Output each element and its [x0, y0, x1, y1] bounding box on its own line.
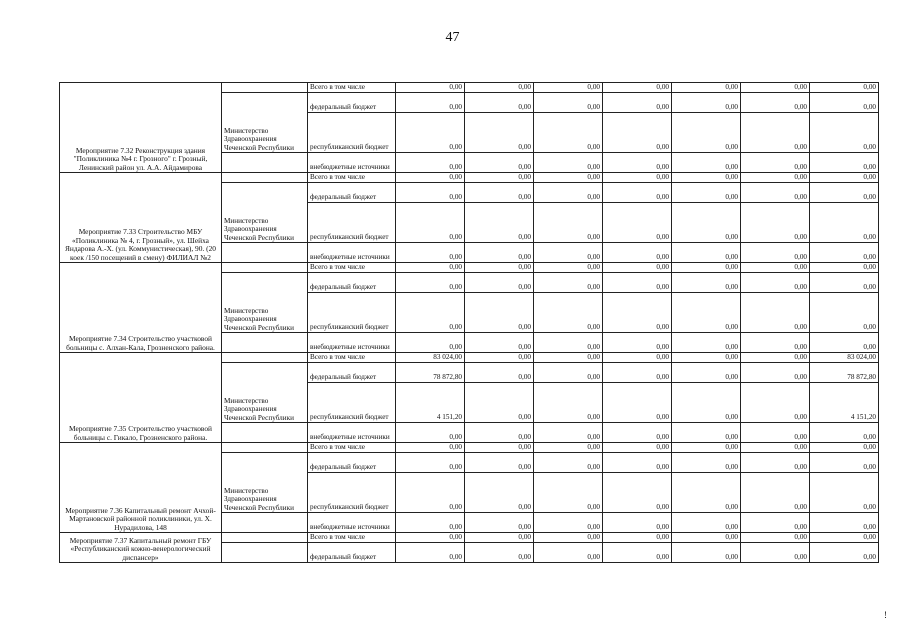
funding-source: федеральный бюджет	[308, 273, 396, 293]
amount-cell: 0,00	[603, 473, 672, 513]
amount-cell: 0,00	[534, 153, 603, 173]
amount-cell: 0,00	[534, 533, 603, 543]
amount-cell: 0,00	[741, 173, 810, 183]
amount-cell: 0,00	[534, 173, 603, 183]
amount-cell: 0,00	[465, 473, 534, 513]
amount-cell: 0,00	[741, 203, 810, 243]
amount-cell: 0,00	[534, 263, 603, 273]
amount-cell: 0,00	[534, 203, 603, 243]
amount-cell: 0,00	[396, 473, 465, 513]
amount-cell: 0,00	[672, 273, 741, 293]
amount-cell: 0,00	[810, 243, 879, 263]
amount-cell: 0,00	[810, 113, 879, 153]
amount-cell: 0,00	[603, 453, 672, 473]
amount-cell: 83 024,00	[810, 353, 879, 363]
amount-cell: 0,00	[810, 293, 879, 333]
amount-cell: 0,00	[534, 293, 603, 333]
funding-source: республиканский бюджет	[308, 203, 396, 243]
amount-cell: 0,00	[603, 173, 672, 183]
amount-cell: 0,00	[672, 183, 741, 203]
amount-cell: 0,00	[534, 273, 603, 293]
amount-cell: 0,00	[465, 243, 534, 263]
amount-cell: 0,00	[534, 363, 603, 383]
amount-cell: 0,00	[396, 173, 465, 183]
amount-cell: 0,00	[741, 93, 810, 113]
amount-cell: 0,00	[672, 83, 741, 93]
funding-source: республиканский бюджет	[308, 113, 396, 153]
amount-cell: 0,00	[603, 443, 672, 453]
amount-cell: 0,00	[465, 83, 534, 93]
margin-mark: !	[884, 610, 887, 620]
amount-cell: 0,00	[603, 263, 672, 273]
amount-cell: 0,00	[465, 273, 534, 293]
measure-name: Мероприятие 7.37 Капитальный ремонт ГБУ «Республиканский кожно-венерологический диспансер»	[60, 533, 222, 563]
amount-cell: 0,00	[603, 93, 672, 113]
amount-cell: 0,00	[396, 203, 465, 243]
amount-cell: 0,00	[741, 183, 810, 203]
amount-cell: 0,00	[534, 113, 603, 153]
amount-cell: 0,00	[810, 423, 879, 443]
amount-cell: 0,00	[741, 423, 810, 443]
amount-cell: 78 872,80	[396, 363, 465, 383]
amount-cell: 0,00	[672, 293, 741, 333]
amount-cell: 0,00	[741, 263, 810, 273]
amount-cell: 0,00	[741, 333, 810, 353]
amount-cell: 0,00	[603, 83, 672, 93]
executor-name: Министерство Здравоохранения Чеченской Республики	[222, 93, 308, 153]
amount-cell: 0,00	[603, 333, 672, 353]
amount-cell: 0,00	[810, 153, 879, 173]
amount-cell: 0,00	[741, 443, 810, 453]
amount-cell: 0,00	[396, 293, 465, 333]
amount-cell: 0,00	[534, 383, 603, 423]
executor-empty-cell	[222, 333, 308, 353]
amount-cell: 0,00	[396, 113, 465, 153]
executor-empty-cell	[222, 543, 308, 563]
executor-empty-cell	[222, 173, 308, 183]
amount-cell: 0,00	[603, 423, 672, 443]
executor-empty-cell	[222, 533, 308, 543]
amount-cell: 0,00	[810, 443, 879, 453]
amount-cell: 0,00	[672, 333, 741, 353]
funding-source: внебюджетные источники	[308, 243, 396, 263]
funding-source: внебюджетные источники	[308, 423, 396, 443]
measure-name: Мероприятие 7.33 Строительство МБУ «Поликлиника № 4, г. Грозный», ул. Шейха Яндарова А.-Х. (ул. Коммунистическая), 90. (20 коек /150 посещений в смену) ФИЛИАЛ №2	[60, 173, 222, 263]
amount-cell: 0,00	[810, 173, 879, 183]
amount-cell: 0,00	[603, 243, 672, 263]
amount-cell: 0,00	[672, 383, 741, 423]
amount-cell: 0,00	[534, 453, 603, 473]
amount-cell: 0,00	[534, 443, 603, 453]
amount-cell: 0,00	[672, 533, 741, 543]
amount-cell: 0,00	[465, 173, 534, 183]
funding-source: федеральный бюджет	[308, 543, 396, 563]
amount-cell: 0,00	[396, 183, 465, 203]
amount-cell: 0,00	[534, 93, 603, 113]
table-row	[60, 263, 879, 273]
amount-cell: 78 872,80	[810, 363, 879, 383]
amount-cell: 0,00	[672, 353, 741, 363]
amount-cell: 0,00	[465, 383, 534, 423]
funding-source: федеральный бюджет	[308, 183, 396, 203]
executor-empty-cell	[222, 353, 308, 363]
amount-cell: 0,00	[465, 113, 534, 153]
funding-source: Всего в том числе	[308, 173, 396, 183]
amount-cell: 0,00	[810, 513, 879, 533]
funding-source: Всего в том числе	[308, 83, 396, 93]
amount-cell: 0,00	[603, 273, 672, 293]
measure-name: Мероприятие 7.35 Строительство участковой больницы с. Гикало, Грозненского района.	[60, 353, 222, 443]
amount-cell: 0,00	[465, 293, 534, 333]
funding-source: федеральный бюджет	[308, 363, 396, 383]
amount-cell: 0,00	[396, 333, 465, 353]
executor-empty-cell	[222, 513, 308, 533]
amount-cell: 0,00	[672, 363, 741, 383]
amount-cell: 0,00	[672, 423, 741, 443]
amount-cell: 0,00	[465, 363, 534, 383]
funding-source: федеральный бюджет	[308, 453, 396, 473]
amount-cell: 0,00	[672, 543, 741, 563]
funding-source: федеральный бюджет	[308, 93, 396, 113]
amount-cell: 0,00	[810, 473, 879, 513]
amount-cell: 0,00	[396, 423, 465, 443]
funding-source: внебюджетные источники	[308, 153, 396, 173]
amount-cell: 0,00	[741, 363, 810, 383]
amount-cell: 0,00	[396, 93, 465, 113]
funding-source: Всего в том числе	[308, 533, 396, 543]
amount-cell: 0,00	[396, 243, 465, 263]
amount-cell: 0,00	[672, 113, 741, 153]
amount-cell: 0,00	[534, 353, 603, 363]
amount-cell: 0,00	[396, 453, 465, 473]
amount-cell: 0,00	[396, 153, 465, 173]
amount-cell: 0,00	[534, 333, 603, 353]
amount-cell: 0,00	[603, 513, 672, 533]
amount-cell: 0,00	[741, 153, 810, 173]
amount-cell: 0,00	[810, 273, 879, 293]
amount-cell: 0,00	[810, 83, 879, 93]
amount-cell: 0,00	[396, 443, 465, 453]
executor-name: Министерство Здравоохранения Чеченской Республики	[222, 453, 308, 513]
amount-cell: 0,00	[534, 543, 603, 563]
amount-cell: 0,00	[396, 543, 465, 563]
funding-source: республиканский бюджет	[308, 473, 396, 513]
funding-source: республиканский бюджет	[308, 293, 396, 333]
amount-cell: 0,00	[741, 473, 810, 513]
funding-source: Всего в том числе	[308, 443, 396, 453]
amount-cell: 0,00	[465, 533, 534, 543]
table-row	[60, 353, 879, 363]
amount-cell: 0,00	[741, 543, 810, 563]
amount-cell: 0,00	[810, 333, 879, 353]
amount-cell: 0,00	[465, 93, 534, 113]
amount-cell: 0,00	[465, 263, 534, 273]
amount-cell: 0,00	[396, 533, 465, 543]
table-row	[60, 443, 879, 453]
amount-cell: 0,00	[465, 183, 534, 203]
amount-cell: 0,00	[534, 513, 603, 533]
amount-cell: 4 151,20	[810, 383, 879, 423]
executor-empty-cell	[222, 443, 308, 453]
amount-cell: 0,00	[534, 183, 603, 203]
amount-cell: 0,00	[810, 183, 879, 203]
amount-cell: 0,00	[465, 333, 534, 353]
budget-table-body	[60, 83, 879, 563]
executor-empty-cell	[222, 423, 308, 443]
amount-cell: 0,00	[672, 93, 741, 113]
amount-cell: 0,00	[465, 423, 534, 443]
amount-cell: 4 151,20	[396, 383, 465, 423]
amount-cell: 0,00	[810, 453, 879, 473]
amount-cell: 0,00	[396, 83, 465, 93]
amount-cell: 0,00	[741, 353, 810, 363]
executor-empty-cell	[222, 243, 308, 263]
amount-cell: 0,00	[810, 203, 879, 243]
executor-name: Министерство Здравоохранения Чеченской Республики	[222, 363, 308, 423]
measure-name: Мероприятие 7.36 Капитальный ремонт Ачхой-Мартановской районной поликлиники, ул. Х. Нурадилова, 148	[60, 443, 222, 533]
amount-cell: 0,00	[534, 83, 603, 93]
funding-source: Всего в том числе	[308, 353, 396, 363]
amount-cell: 0,00	[741, 273, 810, 293]
measure-name: Мероприятие 7.32 Реконструкция здания "Поликлиника №4 г. Грозного" г. Грозный, Ленинский район ул. А.А. Айдамирова	[60, 83, 222, 173]
amount-cell: 83 024,00	[396, 353, 465, 363]
amount-cell: 0,00	[534, 423, 603, 443]
table-row	[60, 173, 879, 183]
amount-cell: 0,00	[603, 353, 672, 363]
executor-empty-cell	[222, 153, 308, 173]
executor-name: Министерство Здравоохранения Чеченской Республики	[222, 273, 308, 333]
funding-source: республиканский бюджет	[308, 383, 396, 423]
table-row	[60, 83, 879, 93]
amount-cell: 0,00	[465, 543, 534, 563]
amount-cell: 0,00	[741, 513, 810, 533]
amount-cell: 0,00	[603, 363, 672, 383]
amount-cell: 0,00	[672, 443, 741, 453]
amount-cell: 0,00	[465, 153, 534, 173]
funding-source: внебюджетные источники	[308, 513, 396, 533]
amount-cell: 0,00	[810, 93, 879, 113]
amount-cell: 0,00	[741, 113, 810, 153]
amount-cell: 0,00	[603, 153, 672, 173]
amount-cell: 0,00	[741, 383, 810, 423]
amount-cell: 0,00	[672, 453, 741, 473]
amount-cell: 0,00	[672, 153, 741, 173]
amount-cell: 0,00	[534, 243, 603, 263]
amount-cell: 0,00	[741, 293, 810, 333]
amount-cell: 0,00	[603, 113, 672, 153]
amount-cell: 0,00	[603, 203, 672, 243]
amount-cell: 0,00	[465, 353, 534, 363]
funding-source: внебюджетные источники	[308, 333, 396, 353]
amount-cell: 0,00	[672, 513, 741, 533]
amount-cell: 0,00	[672, 243, 741, 263]
amount-cell: 0,00	[810, 263, 879, 273]
table-row	[60, 533, 879, 543]
amount-cell: 0,00	[396, 513, 465, 533]
budget-table	[59, 82, 879, 563]
amount-cell: 0,00	[534, 473, 603, 513]
amount-cell: 0,00	[603, 183, 672, 203]
amount-cell: 0,00	[603, 293, 672, 333]
amount-cell: 0,00	[741, 243, 810, 263]
amount-cell: 0,00	[396, 263, 465, 273]
amount-cell: 0,00	[810, 543, 879, 563]
amount-cell: 0,00	[741, 453, 810, 473]
amount-cell: 0,00	[672, 473, 741, 513]
amount-cell: 0,00	[465, 443, 534, 453]
amount-cell: 0,00	[465, 513, 534, 533]
executor-empty-cell	[222, 263, 308, 273]
amount-cell: 0,00	[672, 263, 741, 273]
amount-cell: 0,00	[603, 543, 672, 563]
executor-name: Министерство Здравоохранения Чеченской Республики	[222, 183, 308, 243]
amount-cell: 0,00	[741, 83, 810, 93]
page-number: 47	[445, 30, 460, 45]
amount-cell: 0,00	[465, 453, 534, 473]
amount-cell: 0,00	[396, 273, 465, 293]
amount-cell: 0,00	[465, 203, 534, 243]
amount-cell: 0,00	[672, 203, 741, 243]
amount-cell: 0,00	[672, 173, 741, 183]
amount-cell: 0,00	[603, 383, 672, 423]
amount-cell: 0,00	[603, 533, 672, 543]
amount-cell: 0,00	[810, 533, 879, 543]
measure-name: Мероприятие 7.34 Строительство участковой больницы с. Алхан-Кала, Грозненского района.	[60, 263, 222, 353]
amount-cell: 0,00	[741, 533, 810, 543]
funding-source: Всего в том числе	[308, 263, 396, 273]
executor-empty-cell	[222, 83, 308, 93]
